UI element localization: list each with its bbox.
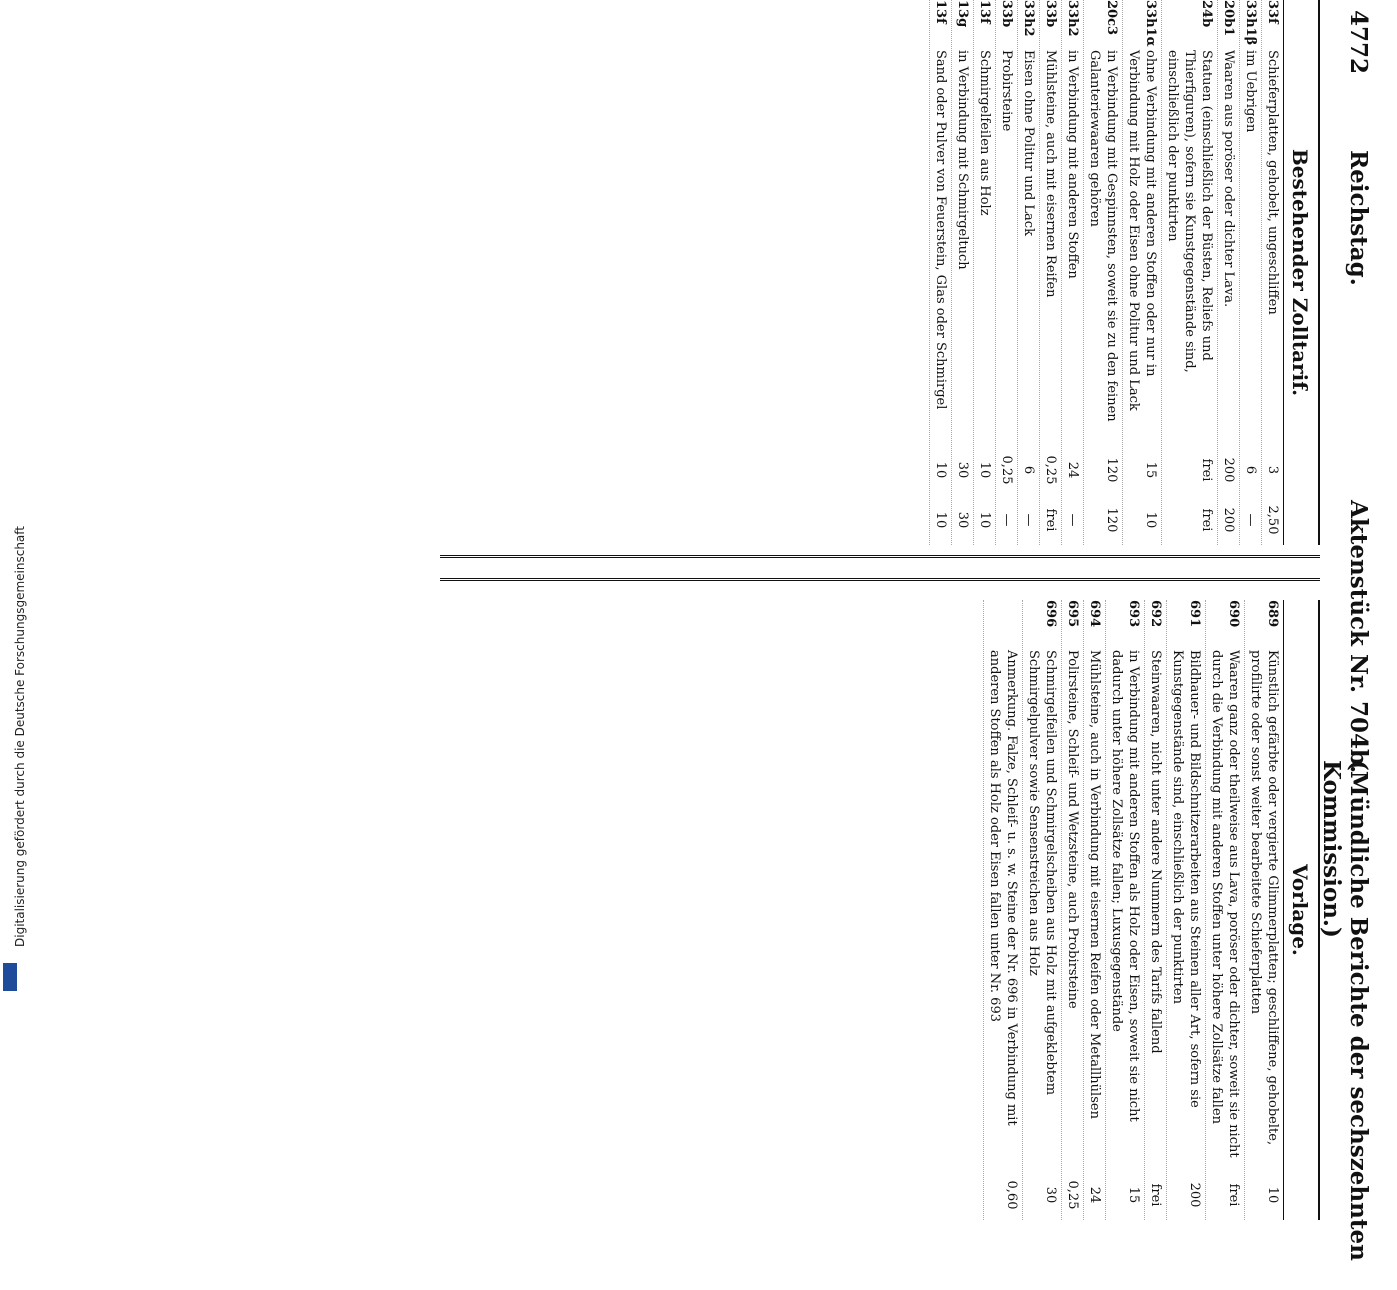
row-text: Waaren ganz oder theilweise aus Lava, poröser oder dichter, soweit sie nicht durch die Verbindung mit anderen Stoffen unter höhere Zollsätze fallen: [1209, 650, 1241, 1158]
left-heading: Bestehender Zolltarif.: [1283, 0, 1318, 545]
rate-treaty: —: [999, 513, 1014, 527]
rate-treaty: frei: [1199, 508, 1214, 532]
rate-general: 10: [933, 461, 948, 479]
rate-general: 120: [1104, 457, 1119, 483]
rate-general: 10: [977, 461, 992, 479]
duty-rate: frei: [1148, 1183, 1163, 1207]
item-number: 694: [1087, 600, 1102, 628]
duty-rate: 24: [1087, 1186, 1102, 1204]
rate-treaty: —: [1065, 513, 1080, 527]
tariff-number: 33h2: [1065, 0, 1080, 37]
rate-general: 3: [1265, 465, 1280, 475]
row-text: Steinwaaren, nicht unter andere Nummern des Tarifs fallend: [1148, 650, 1163, 1054]
rate-treaty: 10: [933, 511, 948, 529]
rate-treaty: 10: [977, 511, 992, 529]
rotated-sheet: [90, 0, 1380, 1261]
row-text: in Verbindung mit anderen Stoffen als Holz oder Eisen, soweit sie nicht dadurch unter höhere Zollsätze fallen; Luxusgegenstände: [1109, 650, 1141, 1122]
tariff-number: 33b: [999, 0, 1014, 28]
header-subtitle: (Mündliche Berichte der sechszehnten Kommission.): [1318, 760, 1372, 1261]
tariff-number: 24b: [1199, 0, 1214, 28]
tariff-number: 13g: [955, 0, 970, 28]
rate-treaty: 10: [1143, 511, 1158, 529]
duty-rate: 0,60: [1004, 1180, 1019, 1210]
row-text: Schieferplatten, gehobelt, ungeschliffen: [1265, 50, 1280, 315]
rate-general: 15: [1143, 461, 1158, 479]
rate-general: 6: [1021, 465, 1036, 475]
tariff-number: 20c3: [1104, 0, 1119, 36]
duty-rate: 15: [1126, 1186, 1141, 1204]
rate-treaty: 30: [955, 511, 970, 529]
row-text: in Verbindung mit Gespinnsten, soweit sie zu den feinen Galanteriewaaren gehören: [1087, 50, 1119, 422]
rate-treaty: frei: [1043, 508, 1058, 532]
table-row: [1239, 0, 1261, 545]
row-text: Probirsteine: [999, 50, 1014, 132]
left-rows: [929, 0, 1283, 545]
tariff-number: 20b1: [1221, 0, 1236, 37]
rate-general: 0,25: [999, 455, 1014, 485]
table-row: [1166, 600, 1205, 1220]
table-row: [1061, 600, 1083, 1220]
rate-general: 24: [1065, 461, 1080, 479]
table-row: [1161, 0, 1217, 545]
table-row: [1039, 0, 1061, 545]
left-column: [438, 0, 1320, 545]
table-row: [951, 0, 973, 545]
table-row: [1061, 0, 1083, 545]
row-text: Schmirgelfeilen aus Holz: [977, 50, 992, 216]
tariff-number: 33h2: [1021, 0, 1036, 37]
table-row: [1244, 600, 1283, 1220]
right-column: [438, 600, 1320, 1220]
item-number: 689: [1265, 600, 1280, 628]
tariff-number: 13f: [933, 0, 948, 24]
row-text: in Verbindung mit Schmirgeltuch: [955, 50, 970, 270]
duty-rate: 200: [1187, 1182, 1202, 1208]
rate-treaty: 120: [1104, 507, 1119, 533]
right-rows: [983, 600, 1283, 1220]
rate-treaty: —: [1243, 513, 1258, 527]
row-text: Bildhauer- und Bildschnitzerarbeiten aus Steinen aller Art, sofern sie Kunstgegenstände sind, einschließlich der punktirten: [1170, 650, 1202, 1108]
rate-general: 30: [955, 461, 970, 479]
tariff-number: 33f: [1265, 0, 1280, 24]
table-row: [1083, 0, 1122, 545]
duty-rate: frei: [1226, 1183, 1241, 1207]
rate-treaty: 2,50: [1265, 505, 1280, 535]
table-row: [1217, 0, 1239, 545]
rate-treaty: —: [1021, 513, 1036, 527]
table-row: [1022, 600, 1061, 1220]
item-number: 693: [1126, 600, 1141, 628]
table-row: [1205, 600, 1244, 1220]
column-separator: [440, 555, 1320, 581]
table-row: [1105, 600, 1144, 1220]
row-text: im Uebrigen: [1243, 50, 1258, 133]
rate-general: 200: [1221, 457, 1236, 483]
table-row: [1261, 0, 1283, 545]
document-ref: Aktenstück Nr. 704b.: [1345, 500, 1372, 774]
table-row: [995, 0, 1017, 545]
row-text: Mühlsteine, auch in Verbindung mit eisernen Reifen oder Metallhülsen: [1087, 650, 1102, 1119]
row-text: in Verbindung mit anderen Stoffen: [1065, 50, 1080, 279]
duty-rate: 30: [1043, 1186, 1058, 1204]
row-text: Polirsteine, Schleif- und Wetzsteine, auch Probirsteine: [1065, 650, 1080, 1009]
table-row: [973, 0, 995, 545]
item-number: 690: [1226, 600, 1241, 628]
table-row: [1122, 0, 1161, 545]
sidebar-footer: Digitalisierung gefördert durch die Deutsche Forschungsgemeinschaft: [13, 525, 27, 947]
item-number: [986, 600, 1020, 650]
page-number: 4772: [1345, 10, 1372, 75]
tariff-number: 33h1α: [1143, 0, 1158, 47]
row-text: Eisen ohne Politur und Lack: [1021, 50, 1036, 236]
row-text: Schmirgelfeilen und Schmirgelscheiben aus Holz mit aufgeklebtem Schmirgelpulver sowie Sensenstreichen aus Holz: [1026, 650, 1058, 1096]
tariff-number: 33h1β: [1243, 0, 1258, 46]
page-header: [1318, 0, 1380, 1290]
row-text: Waaren aus poröser oder dichter Lava.: [1221, 50, 1236, 308]
row-text: Statuen (einschließlich der Büsten, Reliefs und Thierfiguren), sofern sie Kunstgegenstände sind, einschließlich der punktirten: [1165, 50, 1214, 373]
table-row: [1017, 0, 1039, 545]
item-number: 692: [1148, 600, 1163, 628]
rate-treaty: 200: [1221, 507, 1236, 533]
rate-general: 0,25: [1043, 455, 1058, 485]
dfg-logo: [3, 963, 17, 991]
duty-rate: 0,25: [1065, 1180, 1080, 1210]
item-number: 696: [1043, 600, 1058, 628]
table-row: [929, 0, 951, 545]
duty-rate: 10: [1265, 1186, 1280, 1204]
page-title: Reichstag.: [1345, 150, 1372, 286]
item-number: 691: [1187, 600, 1202, 628]
tariff-number: 33b: [1043, 0, 1058, 28]
table-row: [1083, 600, 1105, 1220]
row-text: Anmerkung. Falze, Schleif- u. s. w. Steine der Nr. 696 in Verbindung mit anderen Stoffen als Holz oder Eisen fallen unter Nr. 693: [987, 650, 1019, 1126]
table-row: [983, 600, 1022, 1220]
right-heading: Vorlage.: [1283, 600, 1318, 1220]
rate-general: 6: [1243, 465, 1258, 475]
row-text: ohne Verbindung mit anderen Stoffen oder nur in Verbindung mit Holz oder Eisen ohne Politur und Lack: [1126, 50, 1158, 411]
sidebar: [0, 0, 27, 1000]
rate-general: frei: [1199, 458, 1214, 482]
row-text: Sand oder Pulver von Feuerstein, Glas oder Schmirgel: [933, 50, 948, 410]
item-number: 695: [1065, 600, 1080, 628]
row-text: Mühlsteine, auch mit eisernen Reifen: [1043, 50, 1058, 298]
tariff-number: 13f: [977, 0, 992, 24]
table-row: [1144, 600, 1166, 1220]
row-text: Künstlich gefärbte oder vergierte Glimmerplatten; geschliffene, gehobelte, profilirte oder sonst weiter bearbeitete Schieferplatten: [1248, 650, 1280, 1146]
